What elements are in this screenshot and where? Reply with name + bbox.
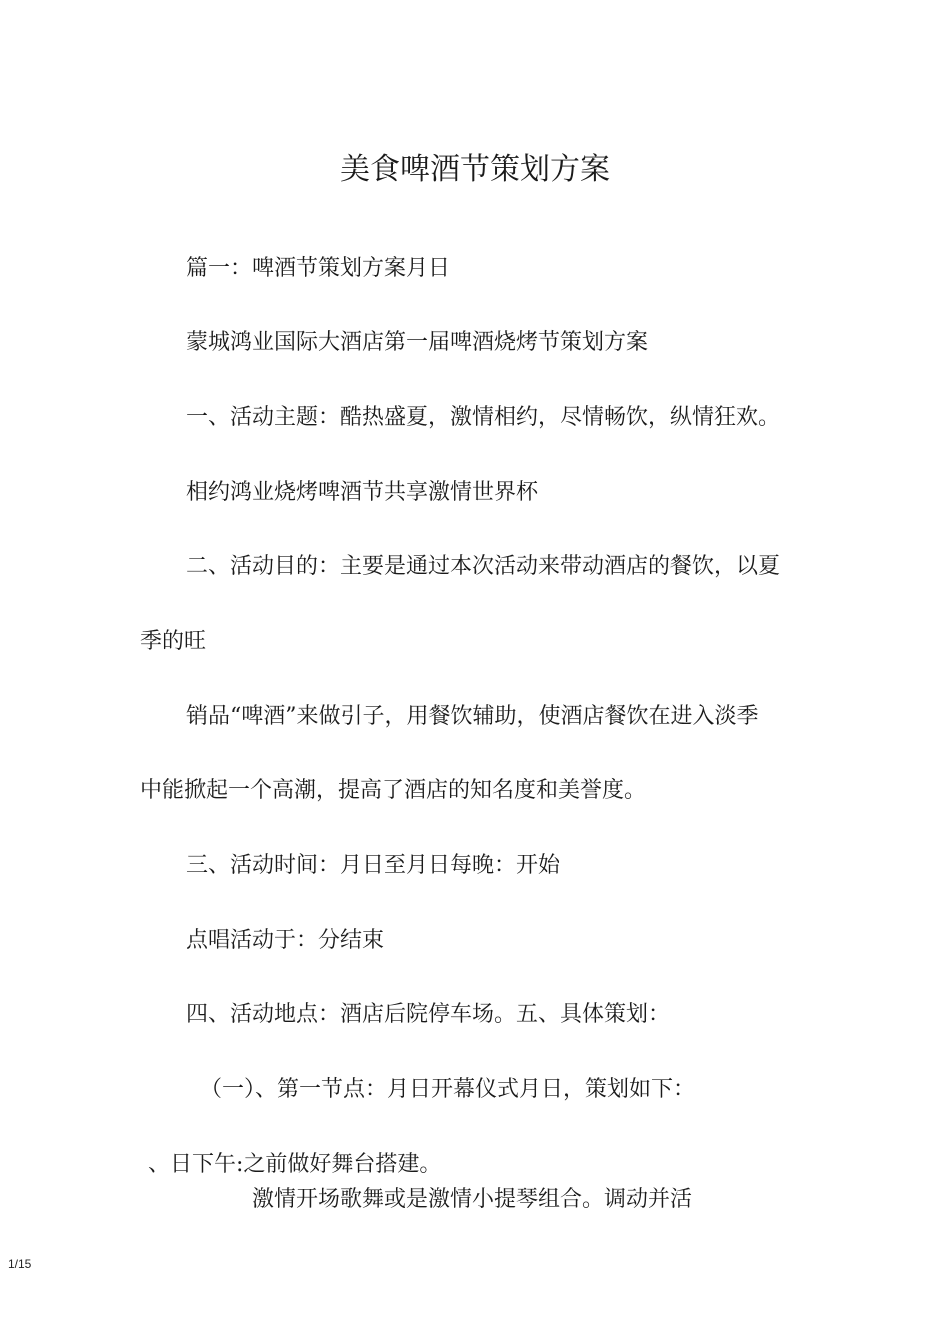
paragraph-line: 、日下午:之前做好舞台搭建。 — [148, 1152, 442, 1177]
paragraph-line: 蒙城鸿业国际大酒店第一届啤酒烧烤节策划方案 — [186, 330, 649, 355]
paragraph-line: 相约鸿业烧烤啤酒节共享激情世界杯 — [186, 480, 539, 505]
paragraph-line: 点唱活动于：分结束 — [186, 928, 385, 953]
paragraph-line: 篇一：啤酒节策划方案月日 — [186, 256, 451, 281]
paragraph-line: 季的旺 — [140, 629, 207, 654]
paragraph-line: （一）、第一节点：月日开幕仪式月日，策划如下： — [200, 1077, 696, 1102]
paragraph-line: 四、活动地点：酒店后院停车场。五、具体策划： — [186, 1002, 671, 1027]
paragraph-line: 中能掀起一个高潮，提高了酒店的知名度和美誉度。 — [140, 778, 647, 803]
paragraph-line: 激情开场歌舞或是激情小提琴组合。调动并活 — [252, 1187, 693, 1212]
paragraph-line: 销品“啤酒”来做引子，用餐饮辅助，使酒店餐饮在进入淡季 — [186, 704, 759, 729]
paragraph-line: 二、活动目的：主要是通过本次活动来带动酒店的餐饮，以夏 — [186, 554, 781, 579]
paragraph-line: 三、活动时间：月日至月日每晚：开始 — [186, 853, 561, 878]
page-number: 1/15 — [8, 1257, 32, 1271]
document-title: 美食啤酒节策划方案 — [340, 152, 610, 187]
paragraph-line: 一、活动主题：酷热盛夏，激情相约，尽情畅饮，纵情狂欢。 — [186, 405, 781, 430]
